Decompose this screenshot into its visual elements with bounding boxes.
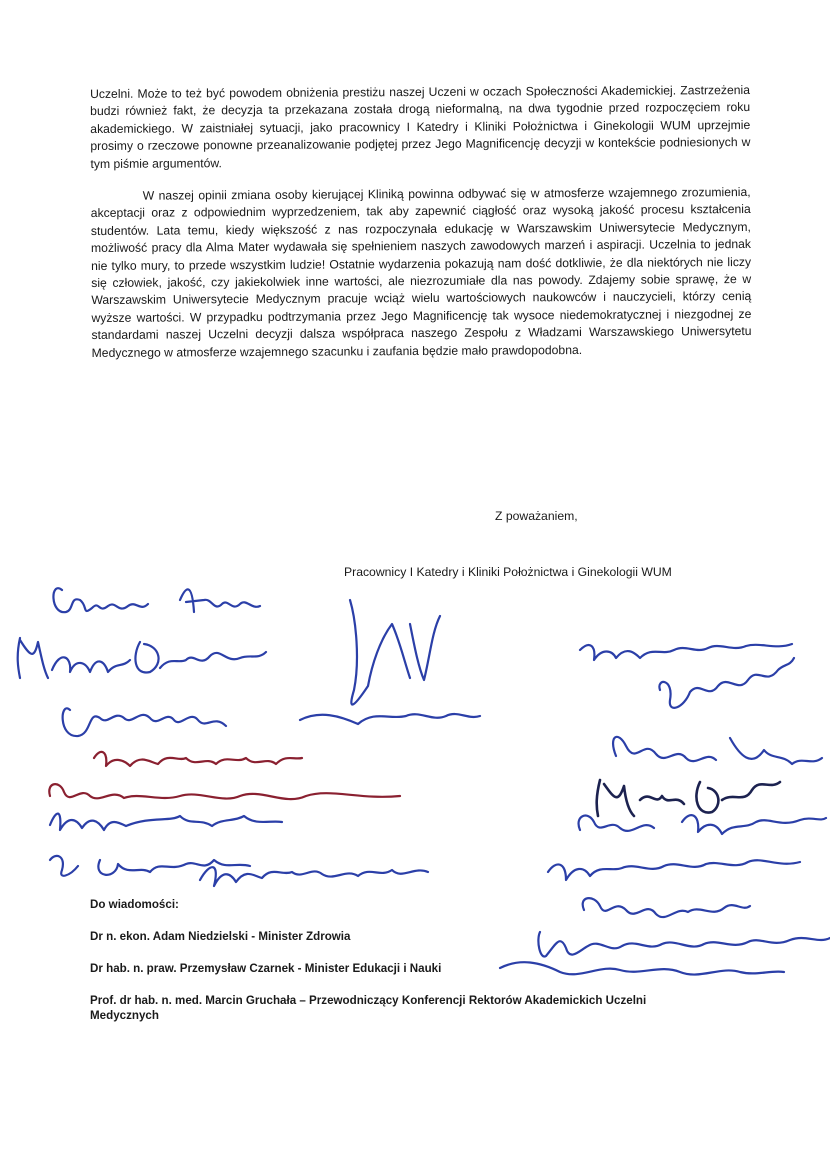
signature-12 (613, 737, 822, 764)
signature-15 (548, 860, 800, 880)
signature-3 (63, 708, 226, 736)
signature-4 (94, 752, 302, 766)
cc-recipient-2: Dr hab. n. praw. Przemysław Czarnek - Minister Edukacji i Nauki (90, 962, 442, 975)
cc-title: Do wiadomości: (90, 898, 179, 911)
signature-13 (597, 780, 780, 816)
cc-recipient-3: Prof. dr hab. n. med. Marcin Gruchała – Przewodniczący Konferencji Rektorów Akademickich Uczelni Medycznych (90, 994, 647, 1022)
signature-7 (200, 867, 428, 886)
signature-5 (50, 814, 282, 830)
signature-1 (53, 588, 260, 612)
signature-8 (350, 600, 440, 705)
signature-14 (579, 815, 826, 834)
letter-body (90, 82, 752, 377)
signatory-line: Pracownicy I Katedry i Kliniki Położnictwa i Ginekologii WUM (344, 565, 672, 579)
cc-recipient-1: Dr n. ekon. Adam Niedzielski - Minister Zdrowia (90, 930, 351, 943)
signature-4b (49, 784, 400, 799)
body-paragraph-1: Uczelni. Może to też być powodem obniżenia prestiżu naszej Uczeni w oczach Społeczności Akademickiej. Zastrzeżenia budzi również fakt, że decyzja ta przekazana została drogą nieformalną, na dwa tygodnie przed rozpoczęciem roku akademickiego. W zaistniałej sytuacji, jako pracownicy I Katedry i Kliniki Położnictwa i Ginekologii WUM uprzejmie prosimy o rzeczowe ponowne przeanalizowanie podjętej przez Jego Magnificencję decyzji w kontekście podniesionych w tym piśmie argumentów. (90, 82, 751, 171)
signature-2 (18, 638, 266, 678)
closing-salutation: Z poważaniem, (495, 509, 578, 523)
body-paragraph-2: W naszej opinii zmiana osoby kierującej Kliniką powinna odbywać się w atmosferze wzajemnego zrozumienia, akceptacji oraz z odpowiednim wyprzedzeniem, tak aby zapewnić ciągłość oraz wysoką jakość procesu kształcenia studentów. Lata temu, kiedy większość z nas rozpoczynała edukację w Warszawskim Uniwersytecie Medycznym, możliwość pracy dla Alma Mater wydawała się spełnieniem naszych zawodowych marzeń i aspiracji. Uczelnia to jednak nie tylko mury, to przede wszystkim ludzie! Ostatnie wydarzenia pokazują nam dość dotkliwie, że dla niektórych nie liczy się człowiek, jakość, czy jakiekolwiek inne wartości, ale niezrozumiałe dla nas powody. Zdajemy sobie sprawę, że w Warszawskim Uniwersytecie Medycznym pracuje wciąż wielu wartościowych naukowców i nauczycieli, którzy cenią wyższe wartości. W przypadku podtrzymania przez Jego Magnificencję tak wysoce niedemokratycznej i niezgodnej ze standardami naszej Uczelni decyzji dalsza współpraca naszego Zespołu z Władzami Warszawskiego Uniwersytetu Medycznego w atmosferze wzajemnego szacunku i zaufania będzie mało prawdopodobna. (90, 184, 752, 360)
signature-11 (659, 658, 794, 708)
signature-9 (300, 714, 480, 724)
signature-10 (580, 644, 792, 660)
carbon-copy-section (90, 897, 710, 1040)
signature-6 (50, 856, 250, 876)
